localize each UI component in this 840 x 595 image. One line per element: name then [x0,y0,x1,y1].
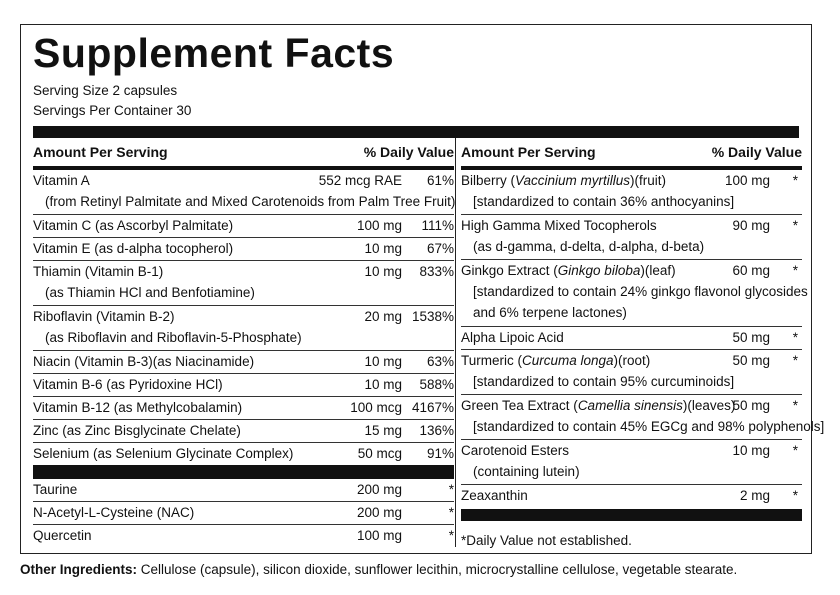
nutrient-dv: 588% [419,377,454,392]
ingredient-name: High Gamma Mixed Tocopherols [461,218,657,233]
ingredient-row [461,170,802,215]
ingredient-name: Bilberry (Vaccinium myrtillus)(fruit) [461,173,667,188]
nutrient-dv: 833% [419,264,454,279]
nutrient-source: (as Riboflavin and Riboflavin-5-Phosphate) [45,330,302,345]
nutrient-name: Selenium (as Selenium Glycinate Complex) [33,446,294,461]
amount-per-serving-label: Amount Per Serving [461,144,596,160]
ingredient-dv: * [792,488,798,503]
nutrient-row [33,238,454,261]
right-column-header [461,138,802,170]
ingredient-amount: 50 mg [732,330,770,345]
ingredient-name: Turmeric (Curcuma longa)(root) [461,353,651,368]
nutrient-dv: 67% [426,241,454,256]
ingredient-standardization: [standardized to contain 36% anthocyanins] [473,194,735,209]
ingredient-name: Taurine [33,482,78,497]
nutrient-amount: 100 mg [356,218,402,233]
nutrient-row [33,443,454,465]
thick-divider-bar [33,126,799,138]
ingredient-amount: 100 mg [356,528,402,543]
serving-size: Serving Size 2 capsules [33,83,178,98]
nutrient-amount: 20 mg [364,309,402,324]
ingredient-row [461,395,825,440]
ingredient-name: Alpha Lipoic Acid [461,330,564,345]
ingredient-note: (containing lutein) [473,464,580,479]
nutrient-name: Vitamin E (as d-alpha tocopherol) [33,241,234,256]
nutrient-row [33,374,454,397]
nutrient-row [33,397,454,420]
ingredient-row [461,485,802,507]
nutrient-amount: 10 mg [364,377,402,392]
right-column [461,138,825,548]
ingredient-dv: * [792,173,798,188]
nutrient-name: Niacin (Vitamin B-3)(as Niacinamide) [33,354,255,369]
ingredient-name: Ginkgo Extract (Ginkgo biloba)(leaf) [461,263,676,278]
ingredient-row [461,440,802,485]
left-column-header [33,138,454,170]
ingredient-amount: 50 mg [732,353,770,368]
ingredient-amount: 100 mg [724,173,770,188]
nutrient-name: Thiamin (Vitamin B-1) [33,264,164,279]
nutrient-source: (from Retinyl Palmitate and Mixed Carotenoids from Palm Tree Fruit) [45,194,456,209]
supplement-facts-panel [20,24,825,554]
ingredient-row [33,479,454,502]
section-divider-bar [461,509,802,521]
daily-value-label: % Daily Value [711,144,802,160]
nutrient-amount: 552 mcg RAE [318,173,402,188]
ingredient-amount: 200 mg [356,505,402,520]
ingredient-amount: 10 mg [732,443,770,458]
nutrient-name: Vitamin A [33,173,90,188]
ingredient-name: Quercetin [33,528,92,543]
nutrient-name: Vitamin C (as Ascorbyl Palmitate) [33,218,234,233]
nutrient-row [33,215,454,238]
ingredient-standardization: (as d-gamma, d-delta, d-alpha, d-beta) [473,239,705,254]
ingredient-amount: 200 mg [356,482,402,497]
nutrient-dv: 91% [426,446,454,461]
servings-per-container: Servings Per Container 30 [33,103,192,118]
ingredient-standardization: and 6% terpene lactones) [473,305,627,320]
nutrient-amount: 10 mg [364,264,402,279]
ingredient-standardization: [standardized to contain 24% ginkgo flavonol glycosides [473,284,808,299]
ingredient-standardization: [standardized to contain 45% EGCg and 98% polyphenols] [473,419,825,434]
ingredient-dv: * [792,218,798,233]
panel-title: Supplement Facts [33,30,395,76]
nutrient-name: Zinc (as Zinc Bisglycinate Chelate) [33,423,241,438]
nutrient-row [33,261,454,306]
nutrient-amount: 10 mg [364,241,402,256]
ingredient-dv: * [792,443,798,458]
nutrient-name: Riboflavin (Vitamin B-2) [33,309,175,324]
ingredient-amount: 60 mg [732,263,770,278]
nutrient-dv: 4167% [411,400,454,415]
daily-value-footnote: *Daily Value not established. [461,533,632,548]
ingredient-name: Zeaxanthin [461,488,528,503]
ingredient-name: N-Acetyl-L-Cysteine (NAC) [33,505,195,520]
ingredient-row [33,502,454,525]
daily-value-label: % Daily Value [363,144,454,160]
left-column [33,138,454,547]
nutrient-dv: 1538% [411,309,454,324]
nutrient-amount: 50 mcg [357,446,402,461]
nutrient-dv: 63% [426,354,454,369]
nutrient-source: (as Thiamin HCl and Benfotiamine) [45,285,255,300]
nutrient-amount: 10 mg [364,354,402,369]
ingredient-row [461,350,802,395]
nutrient-amount: 15 mg [364,423,402,438]
ingredient-dv: * [792,330,798,345]
ingredient-row [461,215,802,260]
nutrient-dv: 136% [419,423,454,438]
ingredient-dv: * [448,528,454,543]
nutrient-name: Vitamin B-12 (as Methylcobalamin) [33,400,243,415]
ingredient-amount: 90 mg [732,218,770,233]
nutrient-name: Vitamin B-6 (as Pyridoxine HCl) [33,377,223,392]
nutrient-row [33,420,454,443]
nutrient-dv: 61% [426,173,454,188]
other-ingredients-label: Other Ingredients: [20,562,138,577]
ingredient-row [461,327,802,350]
nutrient-row [33,351,454,374]
ingredient-row [461,260,808,327]
ingredient-dv: * [792,353,798,368]
ingredient-dv: * [792,398,798,413]
other-ingredients [20,562,737,577]
ingredient-name: Green Tea Extract (Camellia sinensis)(leaves) [461,398,736,413]
ingredient-row [33,525,454,547]
ingredient-amount: 50 mg [732,398,770,413]
amount-per-serving-label: Amount Per Serving [33,144,168,160]
section-divider-bar [33,465,454,479]
ingredient-amount: 2 mg [739,488,770,503]
nutrient-row [33,170,454,215]
ingredient-dv: * [448,482,454,497]
other-ingredients-text: Cellulose (capsule), silicon dioxide, sunflower lecithin, microcrystalline cellulose, vegetable stearate. [137,562,738,577]
nutrient-amount: 100 mcg [350,400,402,415]
ingredient-name: Carotenoid Esters [461,443,570,458]
ingredient-dv: * [792,263,798,278]
ingredient-standardization: [standardized to contain 95% curcuminoids] [473,374,735,389]
nutrient-dv: 111% [421,218,454,233]
nutrient-row [33,306,454,351]
ingredient-dv: * [448,505,454,520]
